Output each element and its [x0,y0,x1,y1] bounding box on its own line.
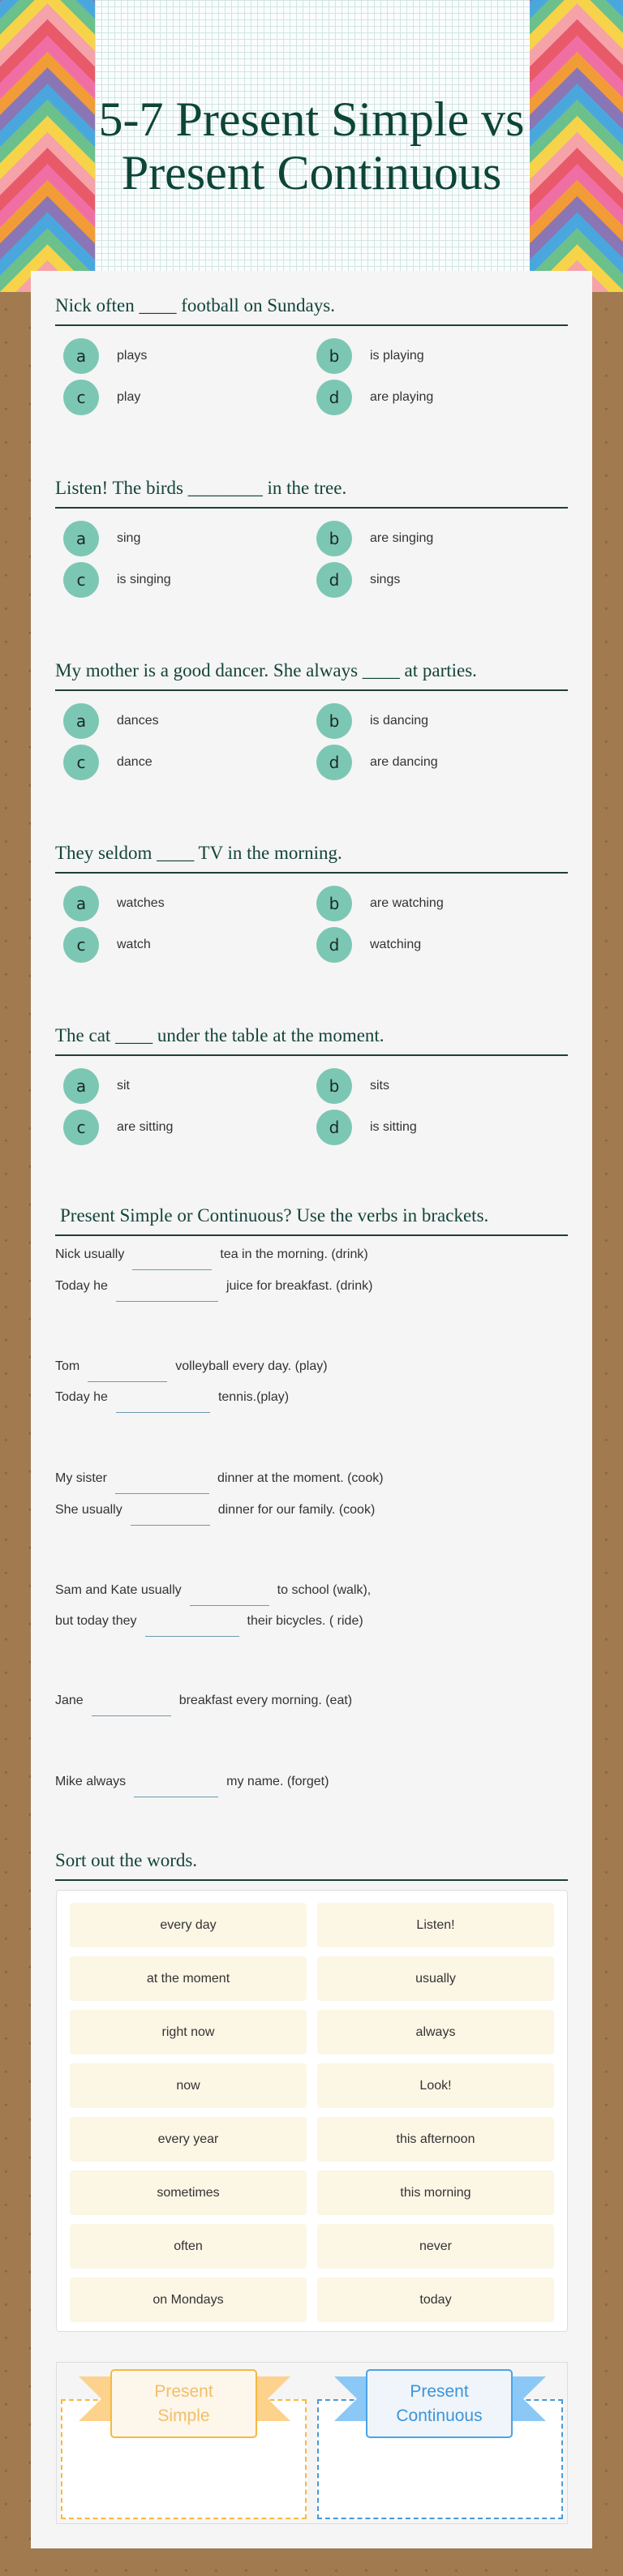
fill-after: their bicycles. ( ride) [247,1614,363,1628]
option-a-label[interactable]: watches [117,896,165,910]
divider [55,872,568,874]
word-tile[interactable]: every day [70,1903,307,1947]
fill-before: She usually [55,1503,122,1517]
word-tile[interactable]: on Mondays [70,2278,307,2322]
option-d-label[interactable]: sings [370,573,401,586]
option-c-label[interactable]: are sitting [117,1120,174,1134]
option-d-button[interactable]: d [316,380,352,415]
option-c-label[interactable]: is singing [117,573,171,586]
option-a-button[interactable]: a [63,703,99,739]
divider [55,1879,568,1881]
option-c-button[interactable]: c [63,1110,99,1145]
fill-after: volleyball every day. (play) [175,1359,328,1373]
option-a-label[interactable]: plays [117,349,148,363]
question-text: Listen! The birds ________ in the tree. [55,478,347,498]
fill-after: tea in the morning. (drink) [220,1247,368,1261]
chevron-decoration [577,0,623,292]
fill-after: tennis.(play) [217,1390,290,1404]
option-b-button[interactable]: b [316,338,352,374]
fill-after: breakfast every morning. (eat) [178,1694,353,1707]
category-label-line: Present [154,2381,213,2401]
divider [55,689,568,691]
option-b-button[interactable]: b [316,521,352,556]
question-text: The cat ____ under the table at the moment. [55,1025,385,1045]
category-label-present-simple [110,2369,257,2438]
option-b-label[interactable]: are watching [370,896,444,910]
category-label-line: Present [410,2381,469,2401]
word-tile[interactable]: right now [70,2010,307,2054]
word-tile[interactable]: every year [70,2117,307,2162]
word-tile[interactable]: sometimes [70,2170,307,2215]
option-c-button[interactable]: c [63,562,99,598]
fill-line [55,1501,375,1519]
option-c-button[interactable]: c [63,380,99,415]
answer-input[interactable] [134,1780,218,1797]
option-d-button[interactable]: d [316,745,352,780]
word-tile[interactable]: today [317,2278,554,2322]
fill-before: Jane [55,1694,84,1707]
fill-line [55,1389,289,1406]
divider [55,507,568,509]
option-c-button[interactable]: c [63,927,99,963]
option-a-button[interactable]: a [63,1068,99,1104]
question-text: They seldom ____ TV in the morning. [55,843,342,863]
fill-before: but today they [55,1614,137,1628]
fill-after: my name. (forget) [226,1775,329,1788]
page-title: Present Continuous [121,146,502,200]
option-d-label[interactable]: watching [370,938,422,951]
word-tile[interactable]: Look! [317,2063,554,2108]
option-b-label[interactable]: sits [370,1079,389,1093]
fill-line [55,1773,329,1791]
question-text: My mother is a good dancer. She always ____ at parties. [55,660,477,680]
fill-line [55,1358,328,1376]
answer-input[interactable] [116,1284,218,1302]
option-d-button[interactable]: d [316,1110,352,1145]
option-b-label[interactable]: are singing [370,531,434,545]
fill-before: Today he [55,1390,108,1404]
divider [55,1054,568,1056]
option-c-label[interactable]: dance [117,755,153,769]
word-tile[interactable]: never [317,2224,554,2269]
fill-before: Nick usually [55,1247,125,1261]
answer-input[interactable] [131,1508,210,1526]
divider [55,324,568,326]
option-b-button[interactable]: b [316,1068,352,1104]
option-c-label[interactable]: watch [117,938,151,951]
option-a-label[interactable]: dances [117,714,159,728]
word-tile[interactable]: usually [317,1956,554,2001]
answer-input[interactable] [116,1395,210,1413]
word-tile[interactable]: always [317,2010,554,2054]
fill-after: juice for breakfast. (drink) [226,1279,373,1293]
option-c-button[interactable]: c [63,745,99,780]
option-a-button[interactable]: a [63,521,99,556]
divider [55,1234,568,1236]
option-a-label[interactable]: sing [117,531,141,545]
category-label-line: Continuous [396,2406,483,2425]
answer-input[interactable] [145,1619,239,1637]
fill-before: Tom [55,1359,80,1373]
answer-input[interactable] [88,1364,167,1382]
option-b-button[interactable]: b [316,703,352,739]
chevron-decoration [0,0,48,292]
word-tile[interactable]: now [70,2063,307,2108]
option-d-label[interactable]: is sitting [370,1120,417,1134]
option-d-label[interactable]: are playing [370,390,434,404]
answer-input[interactable] [190,1588,269,1606]
option-b-button[interactable]: b [316,886,352,921]
option-a-button[interactable]: a [63,886,99,921]
page-title: 5-7 Present Simple vs [98,92,525,146]
fill-line [55,1246,368,1264]
fill-before: My sister [55,1471,107,1485]
word-tile[interactable]: at the moment [70,1956,307,2001]
fill-after: to school (walk), [277,1583,372,1597]
category-label-present-continuous [366,2369,513,2438]
fill-line [55,1612,363,1630]
option-a-button[interactable]: a [63,338,99,374]
fill-after: dinner at the moment. (cook) [217,1471,384,1485]
fill-before: Sam and Kate usually [55,1583,182,1597]
fill-line [55,1277,372,1295]
word-tile[interactable]: Listen! [317,1903,554,1947]
word-tile[interactable]: this morning [317,2170,554,2215]
fill-after: dinner for our family. (cook) [217,1503,376,1517]
option-a-label[interactable]: sit [117,1079,130,1093]
section-title: Sort out the words. [55,1850,198,1870]
fill-line [55,1470,384,1488]
category-label-line: Simple [157,2406,210,2425]
answer-input[interactable] [115,1476,209,1494]
word-tile[interactable]: this afternoon [317,2117,554,2162]
fill-line [55,1692,352,1710]
option-d-label[interactable]: are dancing [370,755,438,769]
question-text: Nick often ____ football on Sundays. [55,295,335,316]
option-d-button[interactable]: d [316,927,352,963]
option-c-label[interactable]: play [117,390,141,404]
option-d-button[interactable]: d [316,562,352,598]
fill-before: Mike always [55,1775,127,1788]
fill-before: Today he [55,1279,108,1293]
option-b-label[interactable]: is playing [370,349,424,363]
answer-input[interactable] [132,1252,212,1270]
word-tile[interactable]: often [70,2224,307,2269]
section-title: Present Simple or Continuous? Use the verbs in brackets. [60,1205,489,1226]
fill-line [55,1582,371,1599]
answer-input[interactable] [92,1698,171,1716]
option-b-label[interactable]: is dancing [370,714,429,728]
